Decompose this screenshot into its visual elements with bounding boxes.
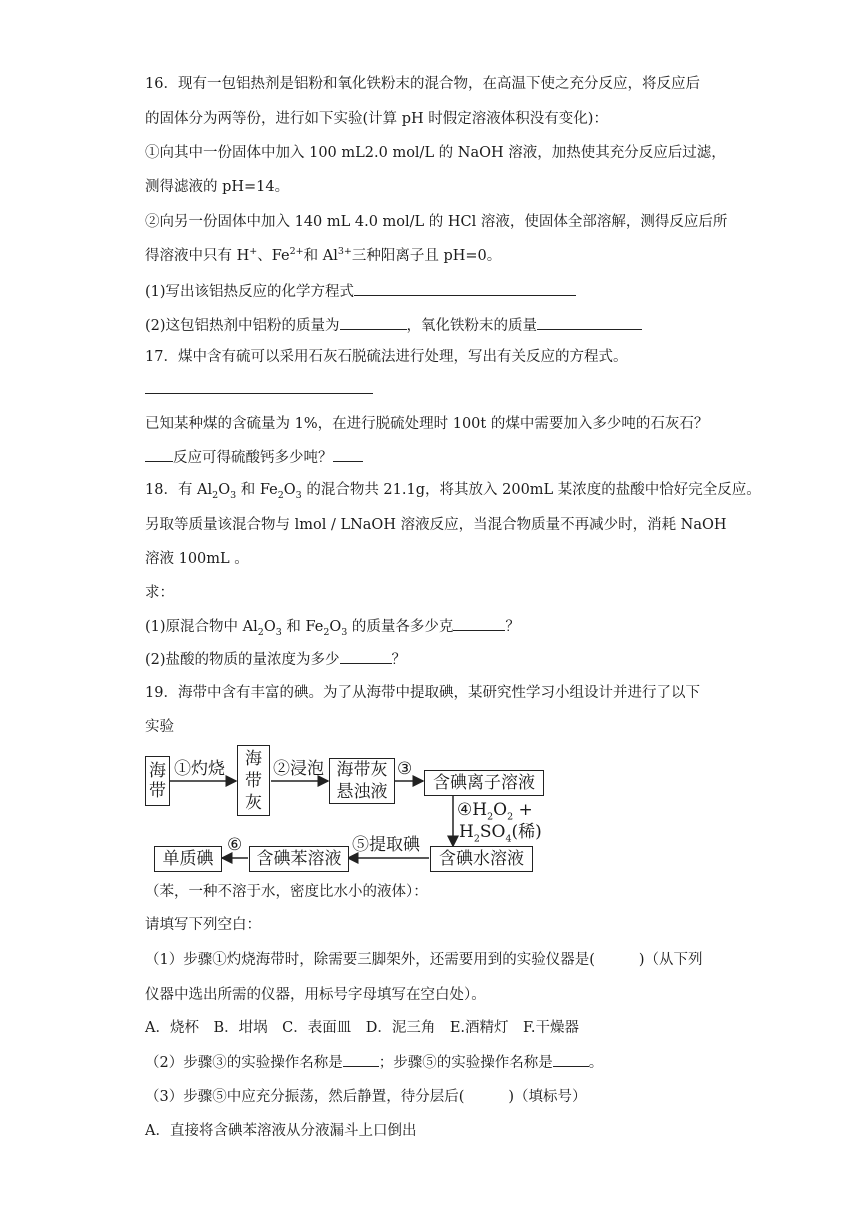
q16-line-5: ②向另一份固体中加入 140 mL 4.0 mol/L 的 HCl 溶液，使固体全部溶解，测得反应后所 [145,214,728,230]
q19-part-1-cont: 仪器中选出所需的仪器，用标号字母填写在空白处）。 [145,987,486,1003]
step-1-label: ①灼烧 [174,759,225,779]
node-iodine-water: 含碘水溶液 [430,846,533,872]
text: ，氧化铁粉末的质量 [406,318,538,334]
node-seaweed-ash: 海带灰 [237,745,270,816]
subscript: 3 [230,489,237,501]
q19-note: （苯，一种不溶于水，密度比水小的液体）： [145,884,428,900]
text: （1）步骤①灼烧海带时，除需要三脚架外，还需要用到的实验仪器是( [145,952,595,968]
q16-line-3: ①向其中一份固体中加入 100 mL2.0 mol/L 的 NaOH 溶液，加热使其充分反应后过滤， [145,145,726,161]
text: 得溶液中只有 H [145,248,250,264]
q19-fill-instruction: 请填写下列空白： [145,917,261,933]
text: ？ [505,619,520,635]
subscript: 3 [295,489,302,501]
text: （2）步骤③的实验操作名称是 [145,1055,343,1071]
q18-ask: 求： [145,585,174,601]
step-6-label: ⑥ [227,835,243,855]
text: )（从下列 [638,952,703,968]
text: ；步骤⑤的实验操作名称是 [378,1055,553,1071]
text: H [459,822,474,842]
subscript: 2 [277,489,284,501]
node-elemental-iodine: 单质碘 [154,846,222,872]
q19-option-a: A．直接将含碘苯溶液从分液漏斗上口倒出 [145,1123,417,1139]
text: 、Fe [257,248,290,264]
q19-line-2: 实验 [145,719,174,735]
subscript: 3 [275,626,282,638]
text: ？ [391,652,407,668]
text: SO [479,822,506,842]
text: 18．有 Al [145,482,213,498]
superscript: 3+ [337,246,352,258]
node-iodide-solution: 含碘离子溶液 [424,770,544,796]
q19-options: A．烧杯 B．坩埚 C．表面皿 D．泥三角 E.酒精灯 F.干燥器 [145,1020,579,1036]
q18-line-3: 溶液 100mL 。 [145,551,249,567]
text: (稀) [511,822,542,842]
subscript: 2 [473,833,480,845]
text: (2)这包铝热剂中铝粉的质量为 [145,318,340,334]
step-2-label: ②浸泡 [273,759,324,779]
text: (2)盐酸的物质的量浓度为多少 [145,652,340,668]
q19-part-2 [145,1052,603,1073]
node-ash-suspension: 海带灰悬浊液 [329,758,395,804]
q17-line-2: 已知某种煤的含硫量为 1%，在进行脱硫处理时 100t 的煤中需要加入多少吨的石灰石？ [145,416,709,432]
text: 的质量各多少克 [347,619,454,635]
text: （3）步骤⑤中应充分振荡，然后静置，待分层后( [145,1089,465,1105]
text: O [283,482,296,498]
subscript: 3 [341,626,348,638]
q17-line-1: 17．煤中含有硫可以采用石灰石脱硫法进行处理，写出有关反应的方程式。 [145,349,628,365]
text: 反应可得硫酸钙多少吨？ [173,450,333,466]
node-iodine-benzene: 含碘苯溶液 [249,846,349,872]
text: O [263,619,276,635]
text: (1)写出该铝热反应的化学方程式 [145,284,355,300]
text: )（填标号） [508,1089,587,1105]
text: (1)原混合物中 Al [145,619,258,635]
subscript: 2 [487,811,494,823]
text: + [513,800,533,820]
subscript: 2 [323,626,330,638]
step-3-label: ③ [397,759,413,779]
text: ④H [457,800,488,820]
text: O [493,800,508,820]
q19-part-1 [145,950,703,970]
text: 的混合物共 21.1g，将其放入 200mL 某浓度的盐酸中恰好完全反应。 [301,482,761,498]
step-4-label-line1 [457,799,533,821]
answer-blank[interactable] [553,1052,589,1067]
text: O [218,482,231,498]
q18-line-2: 另取等质量该混合物与 lmol / LNaOH 溶液反应，当混合物质量不再减少时，消耗 NaOH [145,517,727,533]
text: 和 Al [303,248,338,264]
text: 和 Fe [236,482,278,498]
superscript: + [249,246,258,258]
text: O [329,619,342,635]
answer-blank[interactable] [343,1052,379,1067]
text: 和 Fe [281,619,324,635]
text: 三种阳离子且 pH=0。 [351,248,502,264]
node-seaweed: 海带 [145,756,170,806]
q16-line-4: 测得滤液的 pH=14。 [145,179,290,195]
step-5-label: ⑤提取碘 [352,835,420,855]
text: 。 [588,1055,604,1071]
subscript: 2 [257,626,264,638]
subscript: 2 [507,811,514,823]
step-4-label-line2: $H_2SO_4$(稀) [459,822,542,845]
q19-part-3 [145,1087,587,1107]
q16-line-2: 的固体分为两等份，进行如下实验(计算 pH 时假定溶液体积没有变化)： [145,111,608,127]
q16-line-1: 16．现有一包铝热剂是铝粉和氧化铁粉末的混合物，在高温下使之充分反应，将反应后 [145,76,700,92]
q19-line-1: 19．海带中含有丰富的碘。为了从海带中提取碘，某研究性学习小组设计并进行了以下 [145,685,700,701]
superscript: 2+ [289,246,304,258]
subscript: 2 [212,489,219,501]
